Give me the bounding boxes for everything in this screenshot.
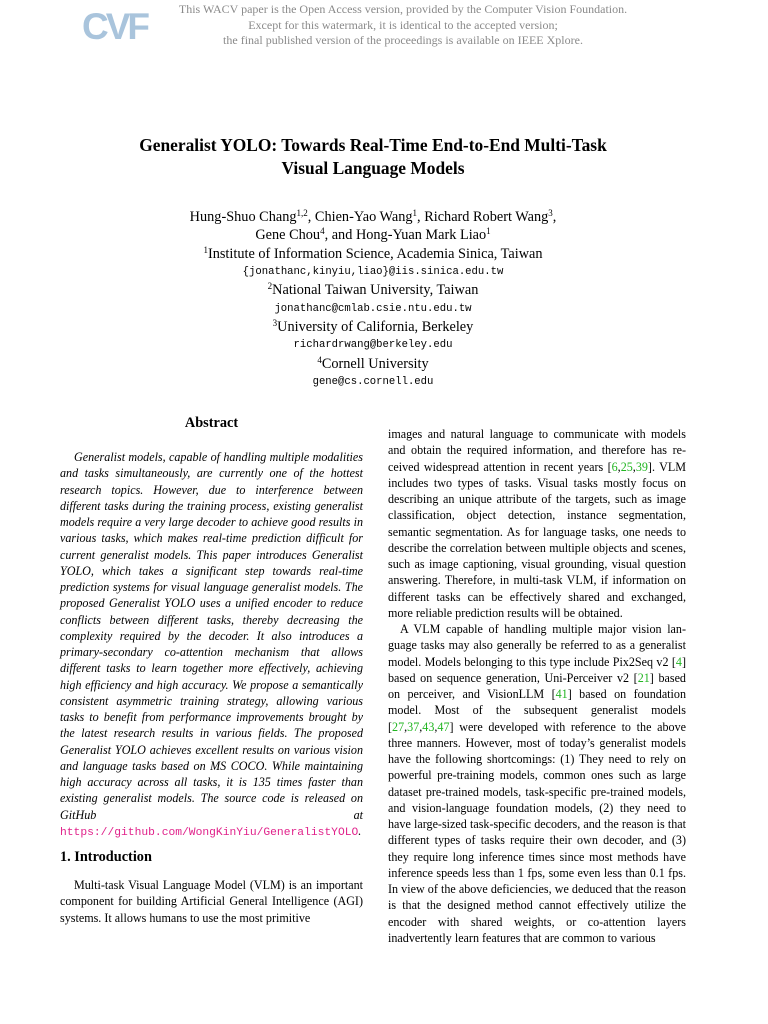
watermark-notice xyxy=(160,2,646,49)
title-line: Visual Language Models xyxy=(281,158,465,178)
citation-link[interactable]: 41 xyxy=(555,687,568,701)
author-name: Hong-Yuan Mark Liao xyxy=(355,227,487,244)
citation-link[interactable]: 27 xyxy=(392,719,405,734)
citation-link[interactable]: 25 xyxy=(620,459,633,474)
title-line: Generalist YOLO: Towards Real-Time End-to-End Multi-Task xyxy=(139,135,607,155)
cvf-logo xyxy=(82,6,147,47)
abstract-heading: Abstract xyxy=(184,415,239,431)
affiliation: $^4$Cornell University xyxy=(317,354,429,372)
abstract-body: Generalist models, capable of handling multiple modalities and tasks simultaneously, are currently one of the hottest research topics. However, due to interference between different tasks during the training process, existing generalist models require a very large decoder to achieve good results in various tasks, which makes real-time prediction difficult for current generalist models. This paper introduces Generalist YOLO, which takes a significant step towards real-time prediction systems for visual language generalist models. The proposed Generalist YOLO uses a unified encoder to reduce conflicts between different tasks, thereby decreasing the complexity required by the decoder. It also introduces a primary-secondary co-attention mechanism that allows different tasks to learn together more effectively, achieving high efficiency and high accuracy. We propose a semantically consistent asymmetric training strategy, allowing various tasks to benefit from performance improvements brought by the latest research results in various fields. The proposed Generalist YOLO achieves excellent results on various vision and language tasks based on MS COCO. While maintaining high accuracy across all tasks, it is 135 times faster than existing generalist models. The source code is released on GitHub at https://github.com/WongKinYiu/GeneralistYOLO. xyxy=(60,450,363,839)
author-line: Gene Chou$^4$, and Hong-Yuan Mark Liao$^1$ xyxy=(255,226,491,244)
email: jonathanc@cmlab.csie.ntu.edu.tw xyxy=(274,302,472,315)
paragraph: images and natural language to communicate with models and obtain the required information, and therefore has received widespread attention in recent years [6,25,39]. VLM includes two types of tasks. Visual tasks mostly focus on describing an unique attribute of the targets, such as image classification, object detection, instance segmentation, semantic segmentation. As for language tasks, one needs to describe the correlation between multiple objects and scenes, such as image captioning, visual grounding, visual question answering. Therefore, in multi-task VLM, if information on different tasks can be effectively shared and exchanged, more reliable prediction results will be obtained. xyxy=(388,427,686,620)
email: {jonathanc,kinyiu,liao}@iis.sinica.edu.tw xyxy=(242,266,504,279)
paragraph: A VLM capable of handling multiple major vision language tasks may also generally be referred to as a generalist model. Models belonging to this type include Pix2Seq v2 [4] based on sequence generation, Uni-Perceiver v2 [21] based on perceiver, and VisionLLM [41] based on foundation model. Most of the subsequent generalist models [27,37,43,47] were developed with reference to the above three manners. However, most of today’s generalist models have the following shortcomings: (1) They need to rely on powerful pre-training models, common ones such as large dataset pre-trained models, task-specific pre-trained models, and vision-language foundation models, (2) they need to have large-sized task-specific decoders, and the reason is that different types of tasks require their own decoder, and (3) they require long inference times since most methods have inference speeds less than 1 fps, some even less than 0.1 fps. In view of the above deficiencies, we deduced that the reason is that the designed method cannot effectively utilize the encoder with shared weights, or co-attention layers inadvertently learn features that are common to various xyxy=(388,622,686,945)
citation-link[interactable]: 37 xyxy=(407,719,420,734)
introduction-paragraph: Multi-task Visual Language Model (VLM) is an important component for building Artificial General Intelligence (AGI) systems. It allows humans to use the most primitive xyxy=(60,878,363,925)
author-name: Richard Robert Wang xyxy=(424,209,549,225)
author-line: Hung-Shuo Chang$^{1,2}$, Chien-Yao Wang$^1$, Richard Robert Wang$^3$, xyxy=(189,208,557,225)
author-name: Chien-Yao Wang xyxy=(314,209,413,225)
paper-title xyxy=(60,134,686,180)
author-block xyxy=(60,208,686,391)
author-affil: 3 xyxy=(548,208,553,218)
affiliation: $^3$University of California, Berkeley xyxy=(272,318,474,336)
citation-link[interactable]: 39 xyxy=(635,459,648,474)
citation-link[interactable]: 43 xyxy=(422,719,435,734)
author-affil: 4 xyxy=(320,226,325,237)
citation-link[interactable]: 4 xyxy=(675,654,682,669)
author-affil: 1,2 xyxy=(296,208,308,218)
citation-link[interactable]: 47 xyxy=(437,719,450,734)
abstract-text: Generalist models, capable of handling multiple modalities and tasks simultaneously, are currently one of the hottest research topics. However, due to interference between different tasks during the training process, existing generalist models require a very large decoder to achieve good results in various tasks, which makes real-time prediction difficult for current generalist models. This paper introduces Generalist YOLO, which takes a significant step towards real-time prediction systems for visual language generalist models. The proposed Generalist YOLO uses a unified encoder to reduce conflicts between different tasks, thereby decreasing the complexity required by the decoder. It also introduces a primary-secondary co-attention mechanism that allows different tasks to learn together more effectively, achieving high efficiency and high accuracy. We propose a semantically consistent asymmetric training strategy, allowing various tasks to benefit from performance improvements brought by the latest research results in various fields. The proposed Generalist YOLO achieves excellent results on various vision and language tasks based on MS COCO. While maintaining high accuracy across all tasks, it is 135 times faster than existing generalist models. The source code is released on GitHub at xyxy=(60,450,363,822)
author-name: Gene Chou xyxy=(255,227,321,244)
author-affil: 1 xyxy=(412,208,418,218)
affiliation: $^2$National Taiwan University, Taiwan xyxy=(267,281,479,299)
email: richardrwang@berkeley.edu xyxy=(293,339,453,352)
citation-link[interactable]: 21 xyxy=(637,670,650,685)
cvf-logo-text: CVF xyxy=(82,6,147,47)
watermark-line: This WACV paper is the Open Access version, provided by the Computer Vision Foundation. xyxy=(178,2,628,16)
author-name: Hung-Shuo Chang xyxy=(189,209,297,225)
citation-link[interactable]: 6 xyxy=(611,459,618,474)
right-column-text xyxy=(388,426,686,946)
watermark-line: Except for this watermark, it is identical to the accepted version; xyxy=(248,17,558,32)
github-link[interactable]: https://github.com/WongKinYiu/GeneralistYOLO xyxy=(60,826,359,839)
affiliation: $^1$Institute of Information Science, Academia Sinica, Taiwan xyxy=(203,244,543,262)
email: gene@cs.cornell.edu xyxy=(312,376,434,389)
section-heading-introduction: 1. Introduction xyxy=(60,849,152,865)
watermark-line: the final published version of the proceedings is available on IEEE Xplore. xyxy=(223,33,583,47)
author-affil: 1 xyxy=(486,226,491,237)
